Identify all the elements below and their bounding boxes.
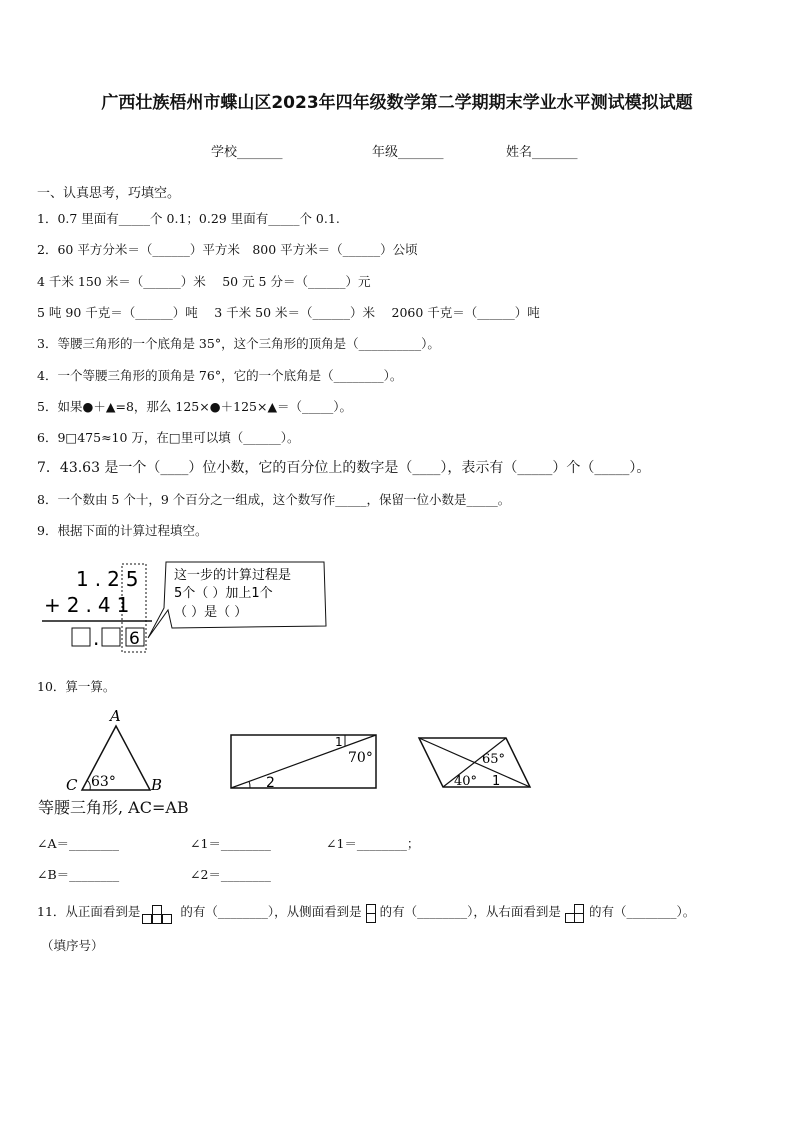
q11-part3: 的有（________）。 [588,904,696,919]
name-field[interactable]: 姓名_______ [506,145,578,160]
addition-figure [40,558,340,658]
angle-63-label: 63° [91,774,116,790]
answer-angle-1a[interactable]: ∠1＝________ [190,836,271,851]
vertex-c-label: C [66,776,78,794]
question-10: 10．算一算。 [37,679,116,694]
para-angle40-label: 40° [454,774,478,789]
question-11 [37,902,695,922]
q11-part1: 的有（________），从侧面看到是 [180,904,362,919]
rectangle-figure [228,732,380,792]
q11-prefix: 11．从正面看到是 [37,904,141,919]
question-1: 1．0.7 里面有_____个 0.1；0.29 里面有_____个 0.1. [37,211,340,226]
parallelogram-figure [416,735,534,791]
question-5: 5．如果●＋▲=8，那么 125×●＋125×▲＝（_____）。 [37,399,353,414]
front-view-icon [140,905,180,921]
addend-1: 1.25 [76,567,145,591]
vertex-a-label: A [110,707,121,725]
result-digit: 6 [129,629,140,649]
rect-angle1-label: 1 [335,735,343,749]
addend-2: +2.41 [44,593,136,617]
para-angle1-label: 1 [492,774,501,789]
para-angle65-label: 65° [482,752,506,767]
question-2a: 2．60 平方分米＝（______）平方米 800 平方米＝（______）公顷 [37,242,418,257]
answer-angle-a[interactable]: ∠A＝________ [37,836,120,851]
decimal-point: . [93,626,100,650]
section-heading: 一、认真思考，巧填空。 [37,186,181,201]
q11-part2: 的有（________），从右面看到是 [379,904,561,919]
question-9: 9．根据下面的计算过程填空。 [37,523,208,538]
right-view-icon [561,904,589,922]
side-view-icon [362,904,380,922]
question-8: 8．一个数由 5 个十，9 个百分之一组成，这个数写作_____，保留一位小数是_____。 [37,492,511,507]
question-6: 6．9□475≈10 万，在□里可以填（______）。 [37,430,300,445]
question-3: 3．等腰三角形的一个底角是 35°，这个三角形的顶角是（__________）。 [37,336,440,351]
question-2b: 4 千米 150 米＝（______）米 50 元 5 分＝（______）元 [37,274,371,289]
question-2c: 5 吨 90 千克＝（______）吨 3 千米 50 米＝（______）米 2060 千克＝（______）吨 [37,305,540,320]
page-title: 广西壮族梧州市蝶山区2023年四年级数学第二学期期末学业水平测试模拟试题 [101,93,693,113]
angle-arc [87,780,90,790]
q11-note: （填序号） [41,938,104,953]
isosceles-triangle-figure [58,704,178,796]
bubble-text-3: （ ）是（ ） [174,605,248,620]
question-4: 4．一个等腰三角形的顶角是 76°，它的一个底角是（________）。 [37,368,403,383]
answer-angle-b[interactable]: ∠B＝________ [37,867,120,882]
question-7: 7．43.63 是一个（____）位小数，它的百分位上的数字是（____），表示有（_____）个（_____）。 [37,460,651,476]
answer-angle-2[interactable]: ∠2＝________ [190,867,271,882]
grade-field[interactable]: 年级_______ [372,145,444,160]
answer-box-2[interactable] [102,628,120,646]
rect-angle2-label: 2 [266,775,275,791]
bubble-text-1: 这一步的计算过程是 [174,568,292,583]
school-field[interactable]: 学校_______ [211,145,283,160]
rect-angle-arc [249,781,250,788]
bubble-text-2: 5个（ ）加上1个 [174,586,273,601]
answer-box-1[interactable] [72,628,90,646]
triangle-caption: 等腰三角形, AC=AB [38,798,189,817]
vertex-b-label: B [151,776,163,794]
answer-angle-1b[interactable]: ∠1＝________； [326,836,420,851]
rect-angle70-label: 70° [348,750,373,766]
